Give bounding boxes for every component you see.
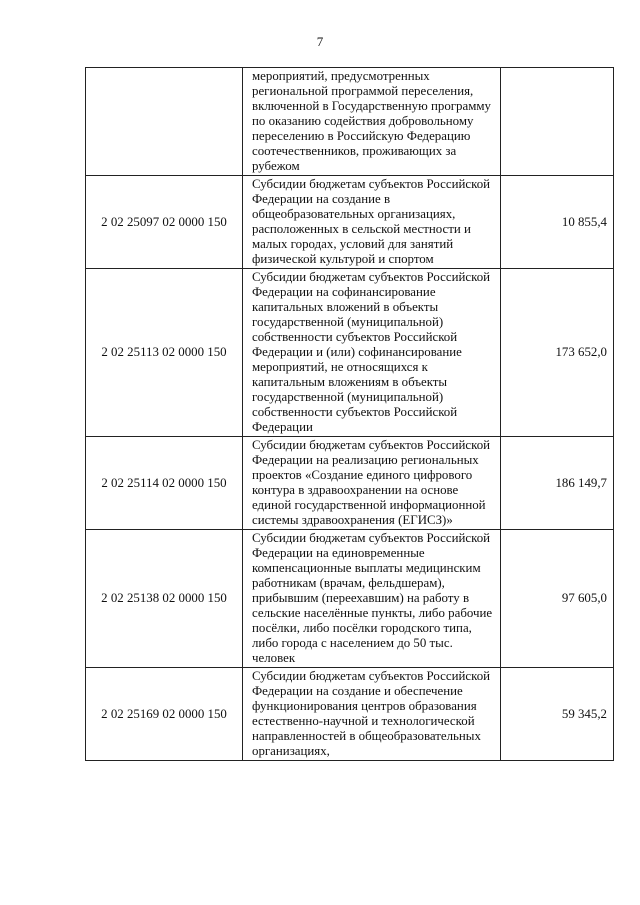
row-amount: 59 345,2 [501,668,614,761]
row-code: 2 02 25114 02 0000 150 [86,437,243,530]
row-description: Субсидии бюджетам субъектов Российской Федерации на создание и обеспечение функционирования центров образования естественно-научной и технологической направленностей в общеобразовательных организациях, [243,668,501,761]
row-code: 2 02 25097 02 0000 150 [86,176,243,269]
table-row [86,668,614,761]
row-code: 2 02 25113 02 0000 150 [86,269,243,437]
row-description: Субсидии бюджетам субъектов Российской Федерации на софинансирование капитальных вложений в объекты государственной (муниципальной) собственности субъектов Российской Федерации и (или) софинансирование мероприятий, не относящихся к капитальным вложениям в объекты государственной (муниципальной) собственности субъектов Российской Федерации [243,269,501,437]
table-row [86,530,614,668]
page-number: 7 [316,34,324,49]
row-description: Субсидии бюджетам субъектов Российской Федерации на единовременные компенсационные выплаты медицинским работникам (врачам, фельдшерам), прибывшим (переехавшим) на работу в сельские населённые пункты, либо рабочие посёлки, либо посёлки городского типа, либо города с населением до 50 тыс. человек [243,530,501,668]
budget-table [85,67,614,761]
row-description: Субсидии бюджетам субъектов Российской Федерации на реализацию региональных проектов «Создание единого цифрового контура в здравоохранении на основе единой государственной информационной системы здравоохранения (ЕГИСЗ)» [243,437,501,530]
row-amount: 186 149,7 [501,437,614,530]
table-row [86,68,614,176]
row-amount [501,68,614,176]
table-row [86,176,614,269]
row-amount: 10 855,4 [501,176,614,269]
table-row [86,437,614,530]
table-row [86,269,614,437]
row-code [86,68,243,176]
row-amount: 97 605,0 [501,530,614,668]
row-description: мероприятий, предусмотренных региональной программой переселения, включенной в Государственную программу по оказанию содействия добровольному переселению в Российскую Федерацию соотечественников, проживающих за рубежом [243,68,501,176]
row-amount: 173 652,0 [501,269,614,437]
row-description: Субсидии бюджетам субъектов Российской Федерации на создание в общеобразовательных организациях, расположенных в сельской местности и малых городах, условий для занятий физической культурой и спортом [243,176,501,269]
row-code: 2 02 25138 02 0000 150 [86,530,243,668]
row-code: 2 02 25169 02 0000 150 [86,668,243,761]
